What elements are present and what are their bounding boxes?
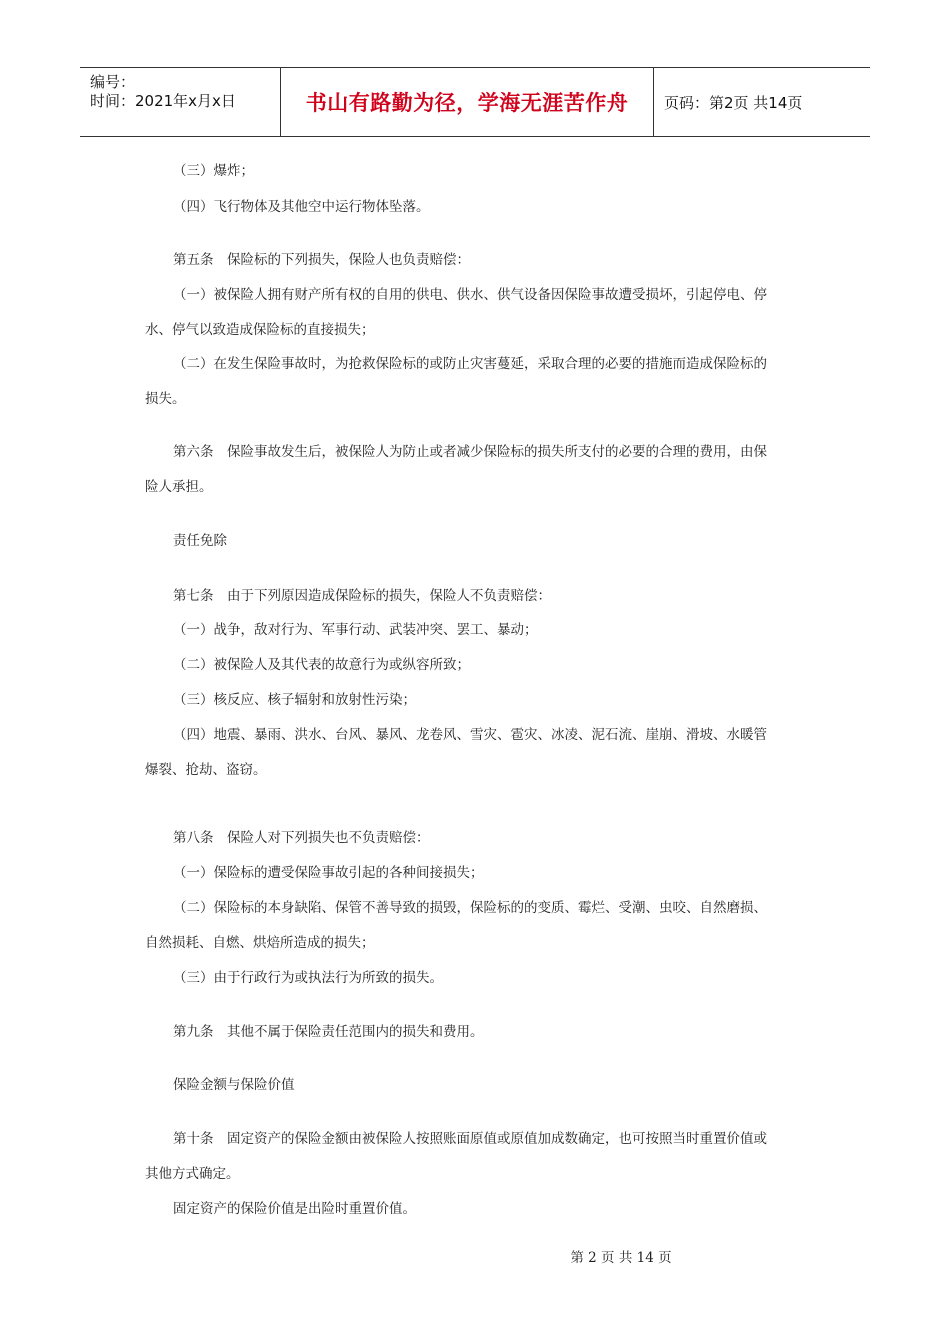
clause-line: （四）地震、暴雨、洪水、台风、暴风、龙卷风、雪灾、雹灾、冰凌、泥石流、崖崩、滑坡、水暖管 [173,727,767,743]
clause-line: （二）保险标的本身缺陷、保管不善导致的损毁，保险标的的变质、霉烂、受潮、虫咬、自然磨损、 [173,900,767,916]
document-date: 时间：2021年x月x日 [90,92,236,110]
clause-line: （二）被保险人及其代表的故意行为或纵容所致； [173,657,470,673]
clause-line-continued: 自然损耗、自燃、烘焙所造成的损失； [145,935,375,951]
header-motto: 书山有路勤为径，学海无涯苦作舟 [305,91,629,115]
clause-line: （三）由于行政行为或执法行为所致的损失。 [173,970,443,986]
clause-line-continued: 其他方式确定。 [145,1166,240,1182]
clause-line-continued: 损失。 [145,391,186,407]
article-10-heading: 第十条 固定资产的保险金额由被保险人按照账面原值或原值加成数确定，也可按照当时重置价值或 [173,1131,767,1147]
clause-line-continued: 水、停气以致造成保险标的直接损失； [145,322,375,338]
clause-line: （一）保险标的遭受保险事故引起的各种间接损失； [173,865,484,881]
clause-line: （一）被保险人拥有财产所有权的自用的供电、供水、供气设备因保险事故遭受损坏，引起停电、停 [173,287,767,303]
article-6-heading: 第六条 保险事故发生后，被保险人为防止或者减少保险标的损失所支付的必要的合理的费用，由保 [173,444,767,460]
section-heading-insured-amount: 保险金额与保险价值 [173,1077,295,1093]
article-5-heading: 第五条 保险标的下列损失，保险人也负责赔偿： [173,252,470,268]
page-header [80,67,870,137]
clause-line-continued: 爆裂、抢劫、盗窃。 [145,762,267,778]
section-heading-exclusions: 责任免除 [173,533,227,549]
clause-line-continued: 险人承担。 [145,479,213,495]
article-9-heading: 第九条 其他不属于保险责任范围内的损失和费用。 [173,1024,484,1040]
header-motto-cell [281,68,654,136]
clause-line: （三）爆炸； [173,163,254,179]
document-number: 编号： [90,73,136,91]
clause-line: （二）在发生保险事故时，为抢救保险标的或防止灾害蔓延，采取合理的必要的措施而造成保险标的 [173,356,767,372]
article-7-heading: 第七条 由于下列原因造成保险标的损失，保险人不负责赔偿： [173,588,551,604]
clause-line: （四）飞行物体及其他空中运行物体坠落。 [173,199,430,215]
page-footer: 第 2 页 共 14 页 [570,1250,672,1266]
clause-line: （三）核反应、核子辐射和放射性污染； [173,692,416,708]
header-page-info: 页码：第2页 共14页 [664,93,803,112]
header-meta [80,68,281,136]
clause-line: 固定资产的保险价值是出险时重置价值。 [173,1201,416,1217]
clause-line: （一）战争，敌对行为、军事行动、武装冲突、罢工、暴动； [173,622,538,638]
article-8-heading: 第八条 保险人对下列损失也不负责赔偿： [173,830,430,846]
